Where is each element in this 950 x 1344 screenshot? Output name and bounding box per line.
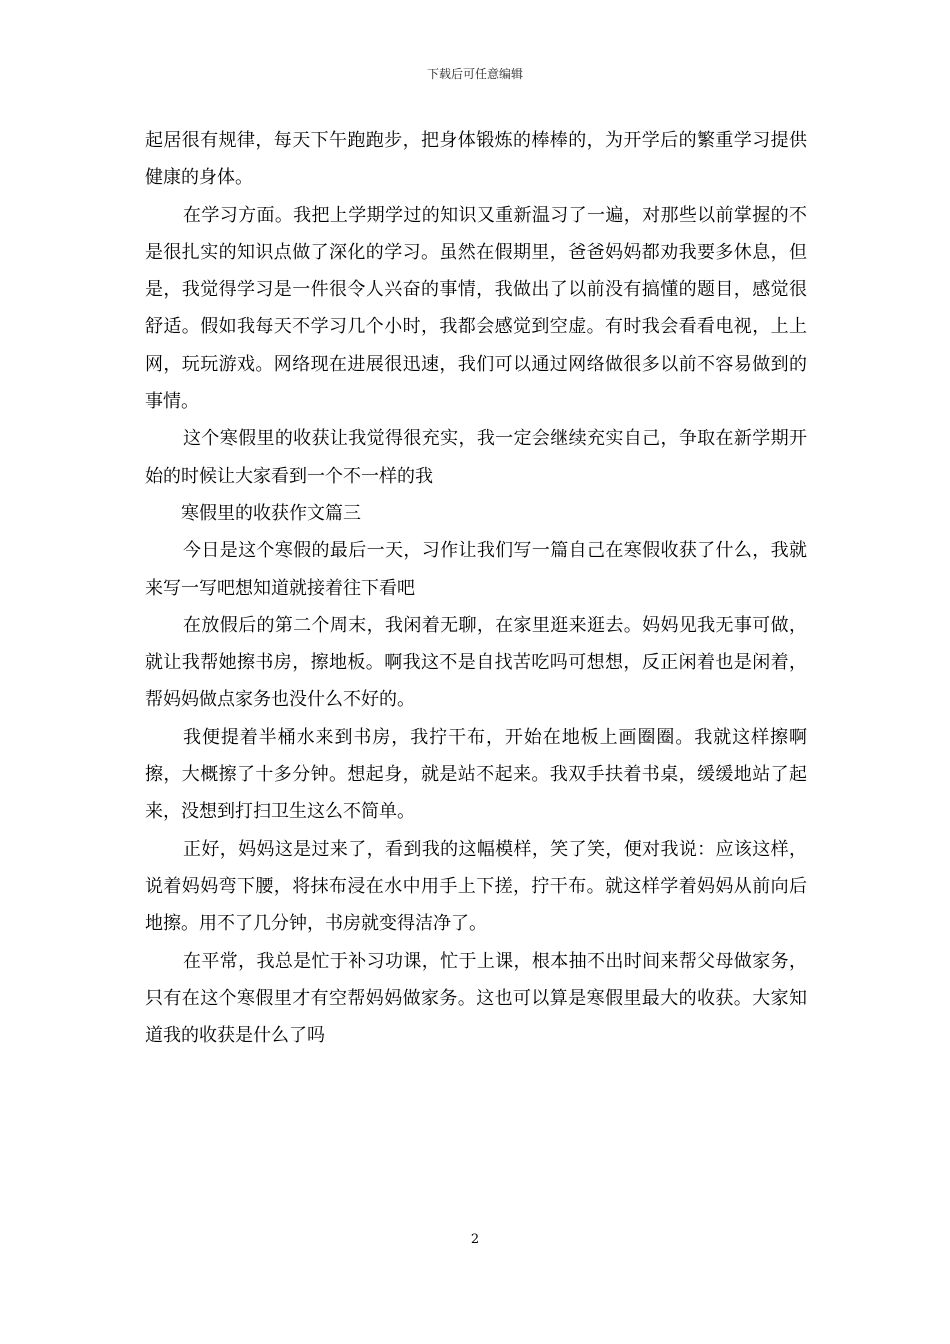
paragraph-2: 在学习方面。我把上学期学过的知识又重新温习了一遍，对那些以前掌握的不是很扎实的知识点做了深化的学习。虽然在假期里，爸爸妈妈都劝我要多休息，但是，我觉得学习是一件很令人兴奋的事情，我做出了以前没有搞懂的题目，感觉很舒适。假如我每天不学习几个小时，我都会感觉到空虚。有时我会看看电视，上上网，玩玩游戏。网络现在进展很迅速，我们可以通过网络做很多以前不容易做到的事情。 <box>145 204 807 413</box>
paragraph-5: 在放假后的第二个周末，我闲着无聊，在家里逛来逛去。妈妈见我无事可做，就让我帮她擦书房，擦地板。啊我这不是自找苦吃吗可想想，反正闲着也是闲着，帮妈妈做点家务也没什么不好的。 <box>145 614 807 711</box>
paragraph-8: 在平常，我总是忙于补习功课，忙于上课，根本抽不出时间来帮父母做家务，只有在这个寒假里才有空帮妈妈做家务。这也可以算是寒假里最大的收获。大家知道我的收获是什么了吗 <box>145 950 807 1047</box>
paragraph-7: 正好，妈妈这是过来了，看到我的这幅模样，笑了笑，便对我说：应该这样，说着妈妈弯下腰，将抹布浸在水中用手上下搓，拧干布。就这样学着妈妈从前向后地擦。用不了几分钟，书房就变得洁净了。 <box>145 838 807 935</box>
document-body <box>145 122 807 1054</box>
page-number: 2 <box>470 1232 480 1247</box>
paragraph-1: 起居很有规律，每天下午跑跑步，把身体锻炼的棒棒的，为开学后的繁重学习提供健康的身体。 <box>145 130 807 189</box>
paragraph-3: 这个寒假里的收获让我觉得很充实，我一定会继续充实自己，争取在新学期开始的时候让大家看到一个不一样的我 <box>145 428 807 487</box>
paragraph-6: 我便提着半桶水来到书房，我拧干布，开始在地板上画圈圈。我就这样擦啊擦，大概擦了十多分钟。想起身，就是站不起来。我双手扶着书桌，缓缓地站了起来，没想到打扫卫生这么不简单。 <box>145 726 807 823</box>
page-header: 下载后可任意编辑 <box>426 67 523 81</box>
section-heading: 寒假里的收获作文篇三 <box>181 502 361 524</box>
paragraph-4: 今日是这个寒假的最后一天，习作让我们写一篇自己在寒假收获了什么，我就来写一写吧想知道就接着往下看吧 <box>145 540 807 599</box>
